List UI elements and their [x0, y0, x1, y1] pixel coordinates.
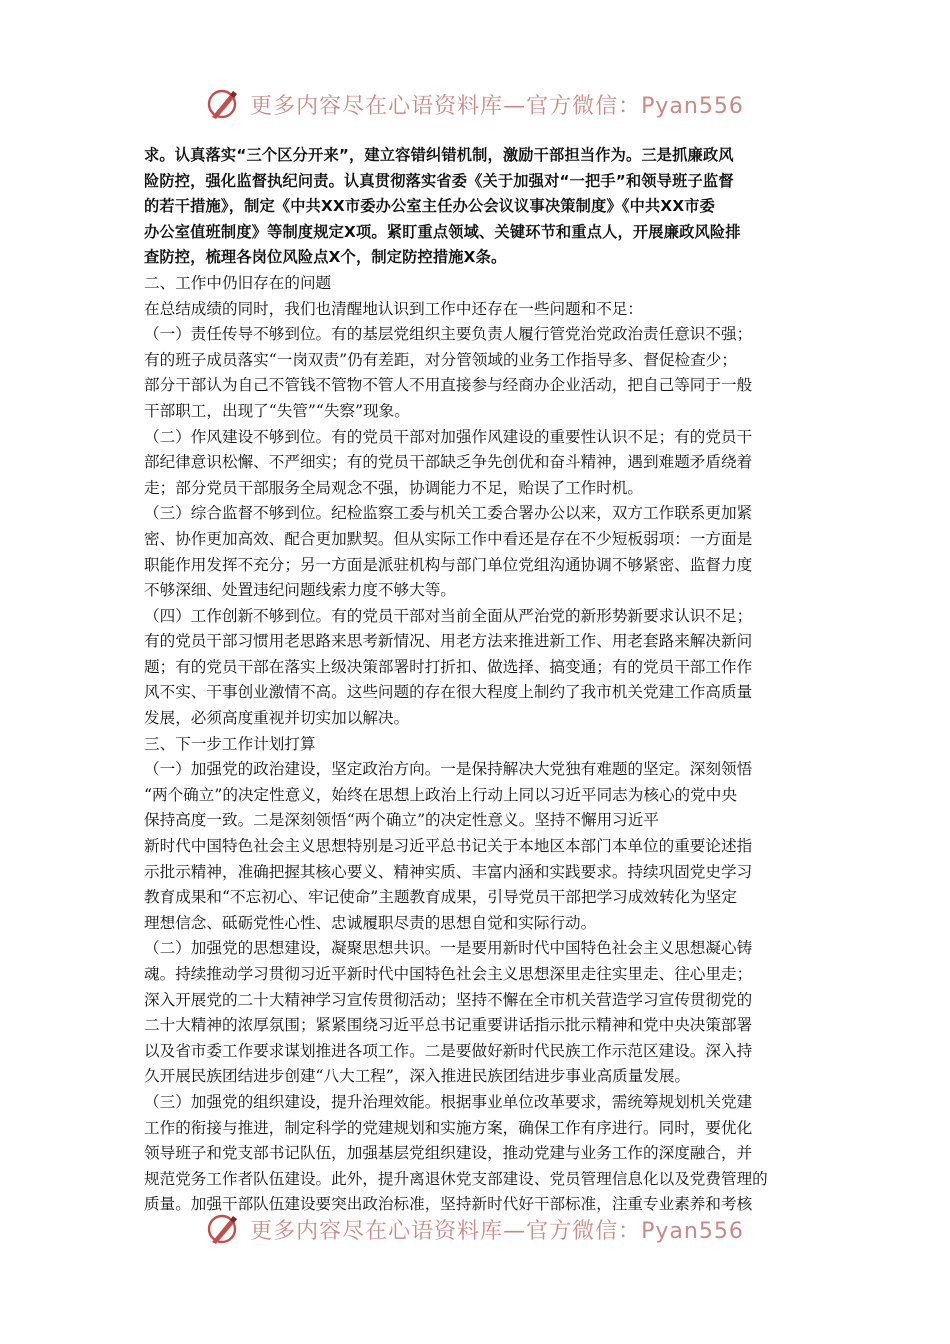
text-line: 领导班子和党支部书记队伍，加强基层党组织建设，推动党建与业务工作的深度融合，并	[144, 1144, 753, 1163]
text-line: 深入开展党的二十大精神学习宣传贯彻活动；坚持不懈在全市机关营造学习宣传贯彻党的	[144, 990, 753, 1009]
text-line: 二十大精神的浓厚氛围；紧紧围绕习近平总书记重要讲话指示批示精神和党中央决策部署	[144, 1016, 753, 1035]
text-line: （二）作风建设不够到位。有的党员干部对加强作风建设的重要性认识不足；有的党员干	[144, 427, 753, 446]
text-line: 保持高度一致。二是深刻领悟“两个确立”的决定性意义。坚持不懈用习近平	[144, 811, 659, 830]
text-line: 密、协作更加高效、配合更加默契。但从实际工作中看还是存在不少短板弱项：一方面是	[144, 529, 753, 548]
text-line: 发展，必须高度重视并切实加以解决。	[144, 709, 410, 728]
text-line: 题；有的党员干部在落实上级决策部署时打折扣、做选择、搞变通；有的党员干部工作作	[144, 657, 753, 676]
intro-line: 的若干措施》，制定《中共XX市委办公室主任办公会议议事决策制度》《中共XX市委	[144, 197, 716, 216]
text-line: 部分干部认为自己不管钱不管物不管人不用直接参与经商办企业活动，把自己等同于一般	[144, 376, 753, 395]
text-line: 部纪律意识松懈、不严细实；有的党员干部缺乏争先创优和奋斗精神，遇到难题矛盾绕着	[144, 453, 753, 472]
pen-logo-icon	[206, 87, 240, 121]
intro-line: 险防控，强化监督执纪问责。认真贯彻落实省委《关于加强对“一把手”和领导班子监督	[144, 171, 734, 190]
text-line: （三）加强党的组织建设，提升治理效能。根据事业单位改革要求，需统筹规划机关党建	[144, 1092, 753, 1111]
text-line: （一）加强党的政治建设，坚定政治方向。一是保持解决大党独有难题的坚定。深刻领悟	[144, 760, 753, 779]
text-line: （二）加强党的思想建设，凝聚思想共识。一是要用新时代中国特色社会主义思想凝心铸	[144, 939, 753, 958]
text-line: 干部职工，出现了“失管”“失察”现象。	[144, 401, 410, 420]
watermark-header	[0, 82, 950, 126]
watermark-text: 更多内容尽在心语资料库—官方微信：Pyan556	[250, 1218, 744, 1244]
text-line: 魂。持续推动学习贯彻习近平新时代中国特色社会主义思想深里走往实里走、往心里走；	[144, 965, 753, 983]
intro-line: 求。认真落实“三个区分开来”，建立容错纠错机制，激励干部担当作为。三是抓廉政风	[144, 146, 734, 164]
text-line: 工作的衔接与推进，制定科学的党建规划和实施方案，确保工作有序进行。同时，要优化	[144, 1118, 753, 1137]
text-line: 教育成果和“不忘初心、牢记使命”主题教育成果，引导党员干部把学习成效转化为坚定	[144, 888, 737, 907]
text-line: 风不实、干事创业激情不高。这些问题的存在很大程度上制约了我市机关党建工作高质量	[144, 683, 753, 702]
text-line: “两个确立”的决定性意义，始终在思想上政治上行动上同以习近平同志为核心的党中央	[144, 785, 737, 804]
text-line: 示批示精神，准确把握其核心要义、精神实质、丰富内涵和实践要求。持续巩固党史学习	[144, 862, 753, 881]
text-line: （四）工作创新不够到位。有的党员干部对当前全面从严治党的新形势新要求认识不足；	[144, 606, 753, 625]
watermark-text: 更多内容尽在心语资料库—官方微信：Pyan556	[250, 93, 744, 119]
text-line: 以及省市委工作要求谋划推进各项工作。二是要做好新时代民族工作示范区建设。深入持	[144, 1041, 753, 1060]
text-line: 质量。加强干部队伍建设要突出政治标准，坚持新时代好干部标准，注重专业素养和考核	[144, 1195, 753, 1214]
text-line: （一）责任传导不够到位。有的基层党组织主要负责人履行管党治党政治责任意识不强；	[144, 325, 753, 344]
intro-line: 办公室值班制度》等制度规定X项。紧盯重点领域、关键环节和重点人，开展廉政风险排	[144, 222, 741, 241]
text-line: （三）综合监督不够到位。纪检监察工委与机关工委合署办公以来，双方工作联系更加紧	[144, 504, 753, 523]
pen-logo-icon	[206, 1212, 240, 1246]
text-line: 在总结成绩的同时，我们也清醒地认识到工作中还存在一些问题和不足：	[144, 299, 644, 318]
text-line: 三、下一步工作计划打算	[144, 734, 316, 753]
text-line: 有的党员干部习惯用老思路来思考新情况、用老方法来推进新工作、用老套路来解决新问	[144, 632, 753, 651]
watermark-footer	[0, 1207, 950, 1251]
text-line: 有的班子成员落实“一岗双责”仍有差距，对分管领域的业务工作指导多、督促检查少；	[144, 350, 737, 369]
text-line: 新时代中国特色社会主义思想特别是习近平总书记关于本地区本部门本单位的重要论述指	[144, 837, 753, 856]
text-line: 规范党务工作者队伍建设。此外，提升离退休党支部建设、党员管理信息化以及党费管理的	[144, 1169, 768, 1188]
intro-line: 查防控，梳理各岗位风险点X个，制定防控措施X条。	[144, 248, 507, 267]
text-line: 二、工作中仍旧存在的问题	[144, 273, 332, 292]
text-line: 理想信念、砥砺党性心性、忠诚履职尽责的思想自觉和实际行动。	[144, 913, 597, 932]
text-line: 职能作用发挥不充分；另一方面是派驻机构与部门单位党组沟通协调不够紧密、监督力度	[144, 555, 753, 574]
text-line: 走；部分党员干部服务全局观念不强，协调能力不足，贻误了工作时机。	[144, 478, 644, 497]
text-line: 久开展民族团结进步创建“八大工程”，深入推进民族团结进步事业高质量发展。	[144, 1067, 691, 1086]
document-body	[144, 143, 808, 1218]
text-line: 不够深细、处置违纪问题线索力度不够大等。	[144, 581, 456, 600]
